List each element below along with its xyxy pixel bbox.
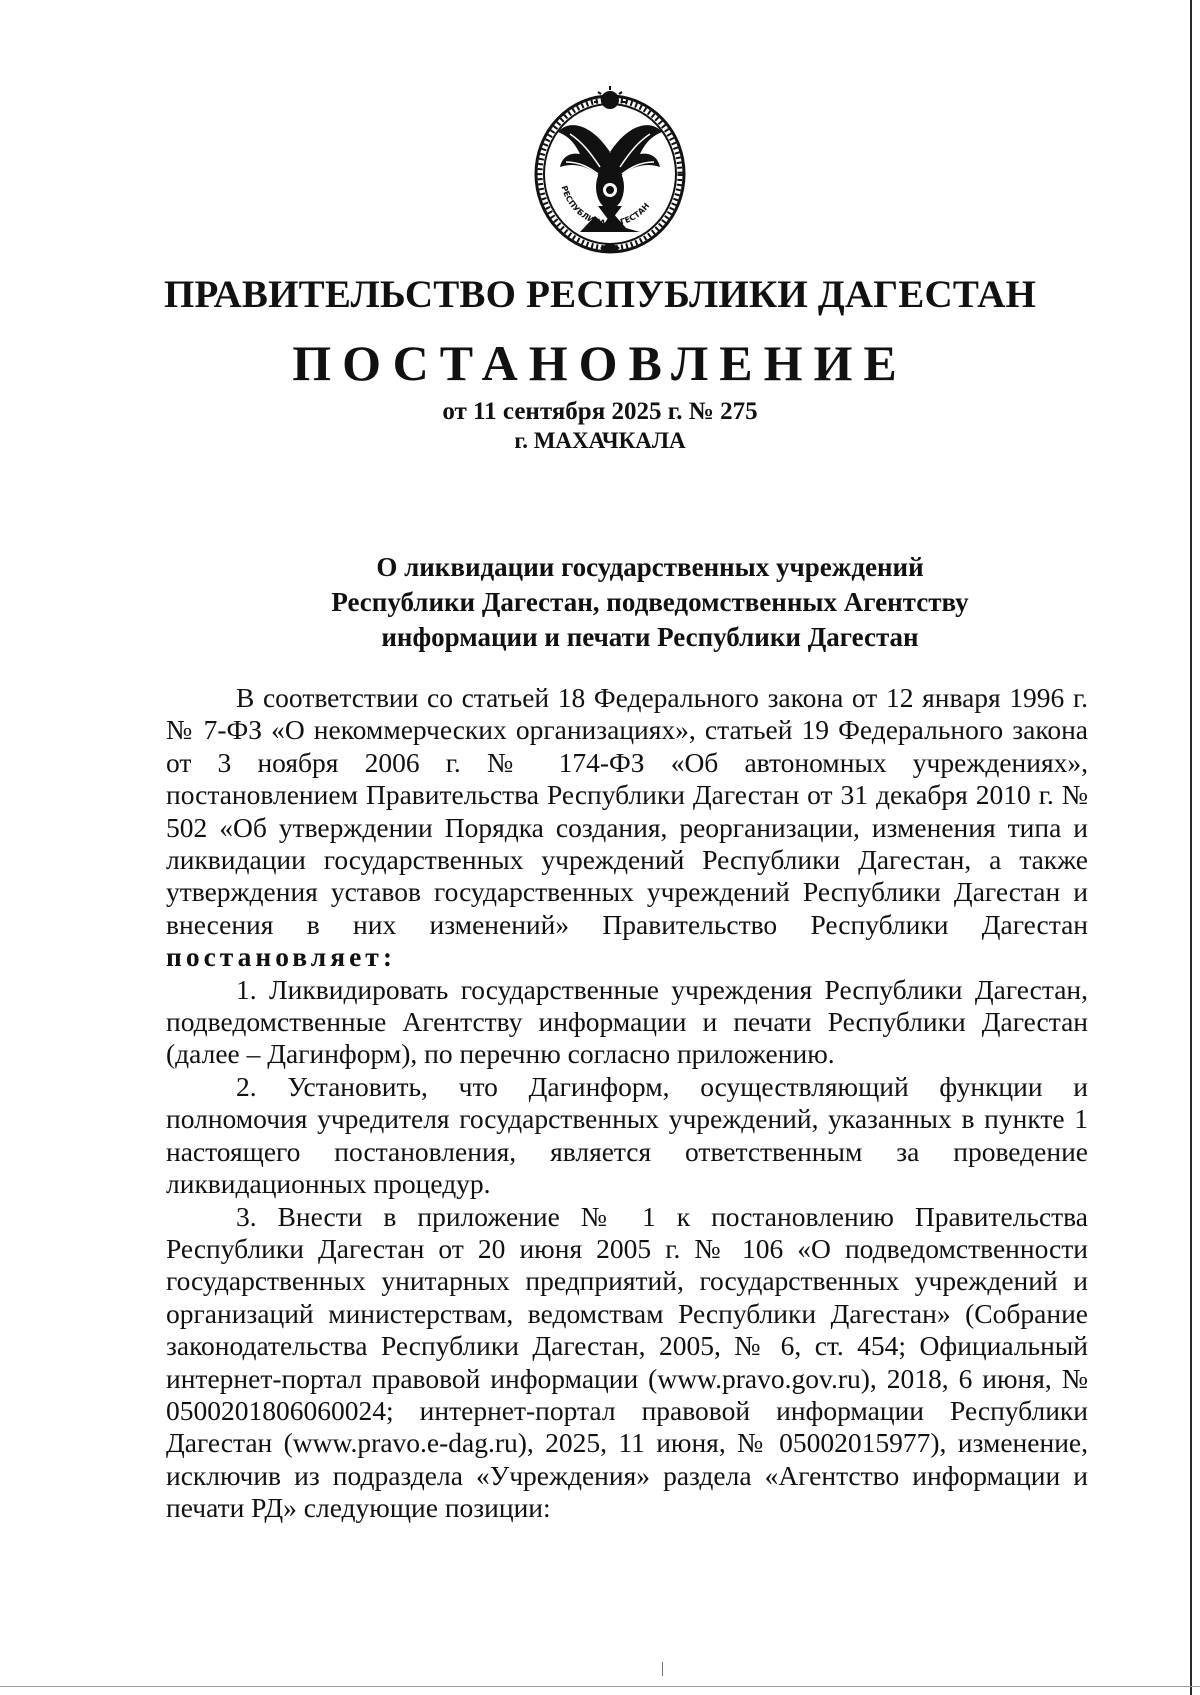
subject-line: О ликвидации государственных учреждений — [376, 552, 924, 582]
scan-edge-right — [1190, 0, 1192, 1695]
dagestan-coat-of-arms-icon — [530, 82, 690, 260]
document-type: ПОСТАНОВЛЕНИЕ — [292, 335, 908, 391]
item-1: 1. Ликвидировать государственные учреждения Республики Дагестан, подведомственные Агентству информации и печати Республики Дагестан (далее – Дагинформ), по перечню согласно приложению. — [166, 973, 1088, 1070]
government-title: ПРАВИТЕЛЬСТВО РЕСПУБЛИКИ ДАГЕСТАН — [163, 273, 1037, 316]
document-city: г. МАХАЧКАЛА — [514, 428, 686, 453]
svg-text:РЕСПУБЛИКА ДАГЕСТАН: РЕСПУБЛИКА ДАГЕСТАН — [559, 184, 652, 229]
preamble-paragraph — [166, 682, 1088, 974]
scan-mark — [662, 1662, 663, 1676]
document-body — [166, 682, 1088, 1525]
decrees-keyword: постановляет: — [166, 941, 396, 973]
item-3: 3. Внести в приложение № 1 к постановлению Правительства Республики Дагестан от 20 июня 2005 г. № 106 «О подведомственности государственных унитарных предприятий, государственных учреждений и организаций министерствам, ведомствам Республики Дагестан» (Собрание законодательства Республики Дагестан, 2005, № 6, ст. 454; Официальный интернет-портал правовой информации (www.pravo.gov.ru), 2018, 6 июня, № 0500201806060024; интернет-портал правовой информации Республики Дагестан (www.pravo.e-dag.ru), 2025, 11 июня, № 05002015977), изменение, исключив из подраздела «Учреждения» раздела «Агентство информации и печати РД» следующие позиции: — [166, 1200, 1088, 1524]
document-date-number: от 11 сентября 2025 г. № 275 — [442, 398, 758, 425]
scan-edge-bottom — [0, 1686, 1200, 1687]
item-2: 2. Установить, что Дагинформ, осуществляющий функции и полномочия учредителя государственных учреждений, указанных в пункте 1 настоящего постановления, является ответственным за проведение ликвидационных процедур. — [166, 1070, 1088, 1200]
subject-line: Республики Дагестан, подведомственных Агентству — [331, 587, 969, 617]
document-subject — [300, 550, 1000, 655]
preamble-text: В соответствии со статьей 18 Федерального закона от 12 января 1996 г. № 7-ФЗ «О некоммерческих организациях», статьей 19 Федерального закона от 3 ноября 2006 г. № 174-ФЗ «Об автономных учреждениях», постановлением Правительства Республики Дагестан от 31 декабря 2010 г. № 502 «Об утверждении Порядка создания, реорганизации, изменения типа и ликвидации государственных учреждений Республики Дагестан, а также утверждения уставов государственных учреждений Республики Дагестан и внесения в них изменений» Правительство Республики Дагестан — [166, 682, 1088, 940]
subject-line: информации и печати Республики Дагестан — [381, 622, 919, 652]
